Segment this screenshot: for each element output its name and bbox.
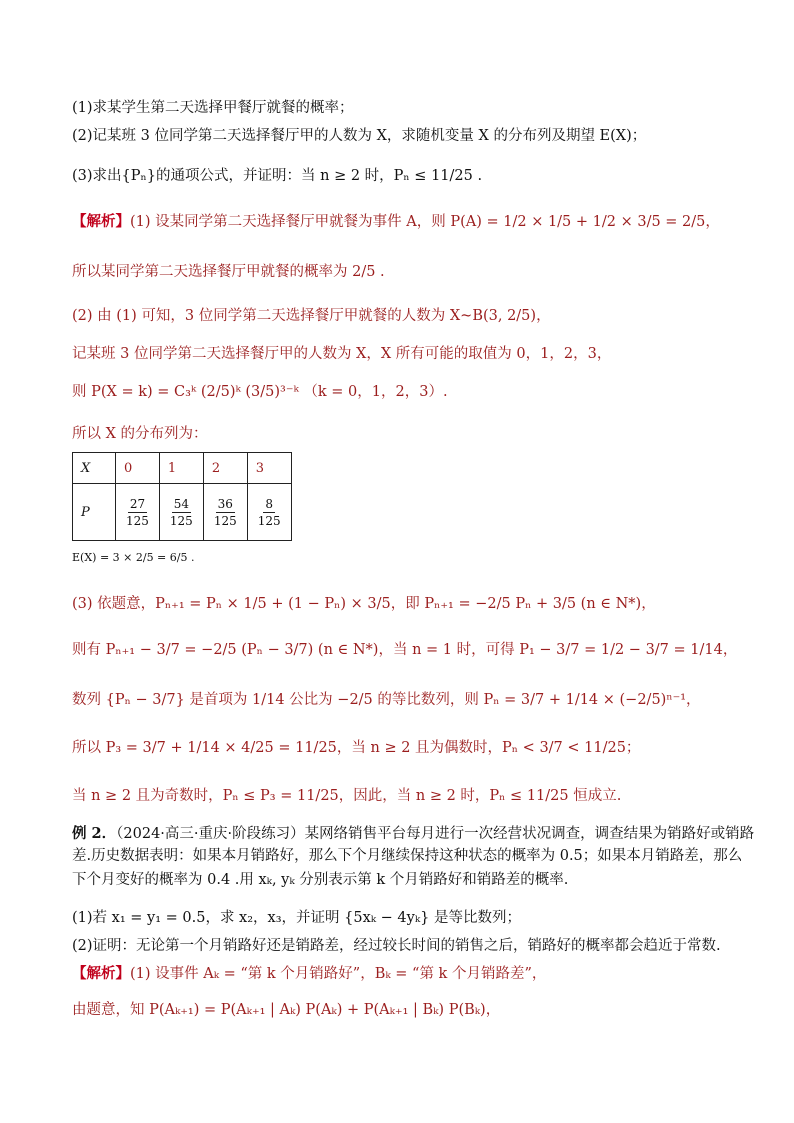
- example-2-header: [72, 824, 755, 844]
- table-cell: [247, 484, 291, 541]
- fraction: [168, 496, 195, 529]
- solution-step-2d: 所以 X 的分布列为：: [72, 426, 208, 442]
- table-cell: [159, 484, 203, 541]
- numerator: 8: [265, 496, 273, 511]
- table-cell: [116, 484, 160, 541]
- solution-step-3e: 当 n ≥ 2 且为奇数时，Pₙ ≤ P₃ = 11/25，因此，当 n ≥ 2 时，Pₙ ≤ 11/25 恒成立.: [72, 788, 622, 804]
- numerator: 54: [173, 496, 189, 511]
- solution-step-3d: 所以 P₃ = 3/7 + 1/14 × 4/25 = 11/25，当 n ≥ 2 且为偶数时，Pₙ < 3/7 < 11/25；: [72, 740, 641, 756]
- solution-step-2b: 记某班 3 位同学第二天选择餐厅甲的人数为 X，X 所有可能的取值为 0，1，2，3，: [72, 346, 612, 362]
- question-3: (3)求出{Pₙ}的通项公式，并证明：当 n ≥ 2 时，Pₙ ≤ 11/25 .: [72, 168, 483, 184]
- table-row: [73, 484, 292, 541]
- solution-step-2c: 则 P(X = k) = C₃ᵏ (2/5)ᵏ (3/5)³⁻ᵏ （k = 0，1，2，3）.: [72, 384, 448, 400]
- fraction: [212, 496, 239, 529]
- example-solution-1: [72, 964, 746, 984]
- example-source: （2024·高三·重庆·阶段练习）: [116, 826, 305, 842]
- table-cell: 2: [203, 453, 247, 484]
- table-cell: 3: [247, 453, 291, 484]
- solution-step-3c: 数列 {Pₙ − 3/7} 是首项为 1/14 公比为 −2/5 的等比数列，则 Pₙ = 3/7 + 1/14 × (−2/5)ⁿ⁻¹，: [72, 692, 701, 708]
- example-solution-step-1: (1) 设事件 Aₖ = “第 k 个月销路好”，Bₖ = “第 k 个月销路差”，: [130, 966, 547, 982]
- question-2: (2)记某班 3 位同学第二天选择餐厅甲的人数为 X，求随机变量 X 的分布列及期望 E(X)；: [72, 128, 647, 144]
- solution-part-1: [72, 212, 746, 232]
- solution-tag: 【解析】: [72, 213, 130, 230]
- solution-step-3: (3) 依题意，Pₙ₊₁ = Pₙ × 1/5 + (1 − Pₙ) × 3/5，即 Pₙ₊₁ = −2/5 Pₙ + 3/5 (n ∈ N*)，: [72, 596, 656, 612]
- distribution-table: [72, 452, 292, 541]
- denominator: 125: [169, 513, 193, 528]
- example-question-1: (1)若 x₁ = y₁ = 0.5，求 x₂，x₃，并证明 {5xₖ − 4yₖ} 是等比数列；: [72, 910, 521, 926]
- denominator: 125: [257, 513, 281, 528]
- table-cell: X: [73, 453, 116, 484]
- example-title: 例 2．: [72, 825, 117, 842]
- fraction: [256, 496, 283, 529]
- table-cell: P: [73, 484, 116, 541]
- example-text-2: 差.历史数据表明：如果本月销路好，那么下个月继续保持这种状态的概率为 0.5；如果本月销路差，那么: [72, 848, 743, 864]
- solution-tag: 【解析】: [72, 965, 130, 982]
- example-text-1: 某网络销售平台每月进行一次经营状况调查，调查结果为销路好或销路: [304, 826, 755, 842]
- numerator: 27: [129, 496, 146, 511]
- denominator: 125: [126, 513, 149, 528]
- table-cell: 0: [116, 453, 160, 484]
- example-text-3: 下个月变好的概率为 0.4 .用 xₖ, yₖ 分别表示第 k 个月销路好和销路差的概率.: [72, 872, 569, 888]
- expectation: E(X) = 3 × 2/5 = 6/5 .: [72, 551, 195, 564]
- solution-step-1: (1) 设某同学第二天选择餐厅甲就餐为事件 A，则 P(A) = 1/2 × 1/5 + 1/2 × 3/5 = 2/5，: [130, 214, 720, 230]
- numerator: 36: [217, 496, 233, 511]
- solution-step-1b: 所以某同学第二天选择餐厅甲就餐的概率为 2/5 .: [72, 264, 385, 280]
- table-row: [73, 453, 292, 484]
- table-cell: [203, 484, 247, 541]
- solution-step-3b: 则有 Pₙ₊₁ − 3/7 = −2/5 (Pₙ − 3/7) (n ∈ N*)，当 n = 1 时，可得 P₁ − 3/7 = 1/2 − 3/7 = 1/14，: [72, 642, 738, 658]
- example-solution-step-2: 由题意，知 P(Aₖ₊₁) = P(Aₖ₊₁ | Aₖ) P(Aₖ) + P(Aₖ₊₁ | Bₖ) P(Bₖ)，: [72, 1002, 501, 1018]
- denominator: 125: [213, 513, 237, 528]
- question-1: (1)求某学生第二天选择甲餐厅就餐的概率；: [72, 100, 354, 116]
- table-cell: 1: [159, 453, 203, 484]
- example-question-2: (2)证明：无论第一个月销路好还是销路差，经过较长时间的销售之后，销路好的概率都会趋近于常数.: [72, 938, 721, 954]
- fraction: [124, 496, 151, 529]
- solution-step-2: (2) 由 (1) 可知，3 位同学第二天选择餐厅甲就餐的人数为 X~B(3, 2/5)，: [72, 308, 551, 324]
